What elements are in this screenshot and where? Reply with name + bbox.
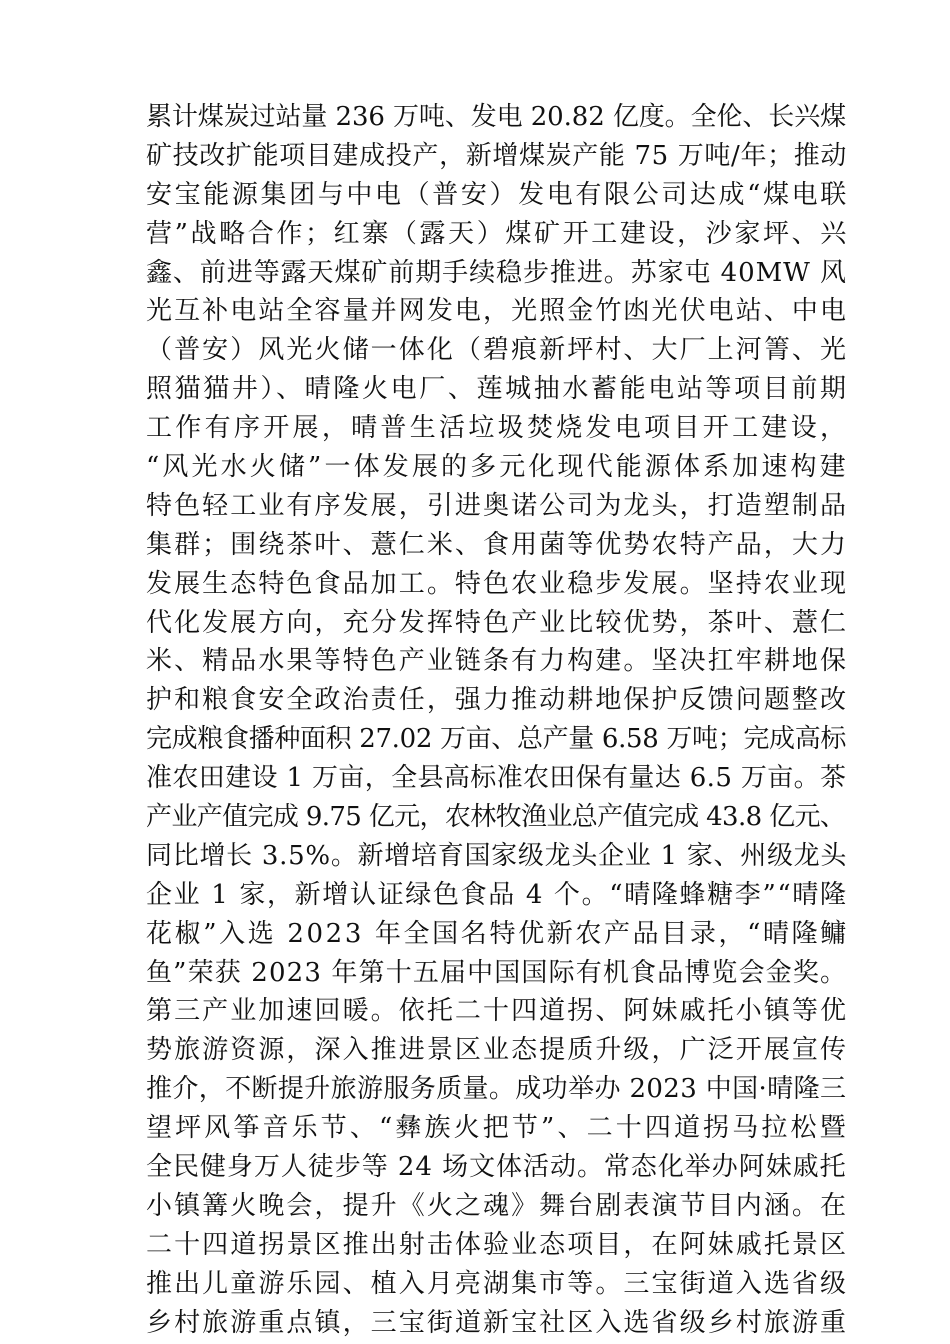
text-line: 护和粮食安全政治责任，强力推动耕地保护反馈问题整改 xyxy=(146,685,849,716)
text-line: 营”战略合作；红寨（露天）煤矿开工建设，沙家坪、兴 xyxy=(146,218,849,249)
text-line: “风光水火储”一体发展的多元化现代能源体系加速构建 xyxy=(146,452,849,483)
text-line: 集群；围绕茶叶、薏仁米、食用菌等优势农特产品，大力 xyxy=(146,529,849,560)
text-line: 鱼”荣获 2023 年第十五届中国国际有机食品博览会金奖。 xyxy=(146,957,848,988)
text-line: 照猫猫井）、晴隆火电厂、莲城抽水蓄能电站等项目前期 xyxy=(146,374,849,405)
text-line: 全民健身万人徒步等 24 场文体活动。常态化举办阿妹戚托 xyxy=(146,1152,847,1183)
text-line: 发展生态特色食品加工。特色农业稳步发展。坚持农业现 xyxy=(146,568,849,599)
text-line: 势旅游资源，深入推进景区业态提质升级，广泛开展宣传 xyxy=(146,1035,849,1066)
body-text xyxy=(146,98,850,1343)
text-line: 第三产业加速回暖。依托二十四道拐、阿妹戚托小镇等优 xyxy=(146,996,849,1027)
text-line: 产业产值完成 9.75 亿元，农林牧渔业总产值完成 43.8 亿元、 xyxy=(146,802,846,833)
text-line: 光互补电站全容量并网发电，光照金竹凼光伏电站、中电 xyxy=(146,296,849,327)
text-line: （普安）风光火储一体化（碧痕新坪村、大厂上河箐、光 xyxy=(146,335,849,366)
text-line: 准农田建设 1 万亩，全县高标准农田保有量达 6.5 万亩。茶 xyxy=(146,763,847,794)
text-line: 二十四道拐景区推出射击体验业态项目，在阿妹戚托景区 xyxy=(146,1229,849,1260)
text-line: 鑫、前进等露天煤矿前期手续稳步推进。苏家屯 40MW 风 xyxy=(146,257,847,288)
text-line: 推介，不断提升旅游服务质量。成功举办 2023 中国·晴隆三 xyxy=(146,1074,847,1105)
text-line: 安宝能源集团与中电（普安）发电有限公司达成“煤电联 xyxy=(146,179,849,210)
text-line: 累计煤炭过站量 236 万吨、发电 20.82 亿度。全伦、长兴煤 xyxy=(146,102,847,132)
text-line: 望坪风筝音乐节、“彝族火把节”、二十四道拐马拉松暨 xyxy=(146,1113,849,1144)
text-line: 小镇篝火晚会，提升《火之魂》舞台剧表演节目内涵。在 xyxy=(146,1190,849,1221)
text-line: 特色轻工业有序发展，引进奥诺公司为龙头，打造塑制品 xyxy=(146,490,849,521)
text-line: 矿技改扩能项目建成投产，新增煤炭产能 75 万吨/年；推动 xyxy=(146,140,848,171)
text-line: 推出儿童游乐园、植入月亮湖集市等。三宝街道入选省级 xyxy=(146,1268,849,1299)
text-line: 工作有序开展，晴普生活垃圾焚烧发电项目开工建设， xyxy=(146,413,850,444)
text-line: 乡村旅游重点镇，三宝街道新宝社区入选省级乡村旅游重 xyxy=(146,1307,849,1338)
text-line: 同比增长 3.5%。新增培育国家级龙头企业 1 家、州级龙头 xyxy=(146,840,848,871)
text-line: 代化发展方向，充分发挥特色产业比较优势，茶叶、薏仁 xyxy=(146,607,849,638)
text-line: 米、精品水果等特色产业链条有力构建。坚决扛牢耕地保 xyxy=(146,646,849,677)
text-line: 企业 1 家，新增认证绿色食品 4 个。“晴隆蜂糖李”“晴隆 xyxy=(146,879,848,910)
text-line: 花椒”入选 2023 年全国名特优新农产品目录，“晴隆鳙 xyxy=(146,918,849,949)
text-line: 完成粮食播种面积 27.02 万亩、总产量 6.58 万吨；完成高标 xyxy=(146,724,847,755)
